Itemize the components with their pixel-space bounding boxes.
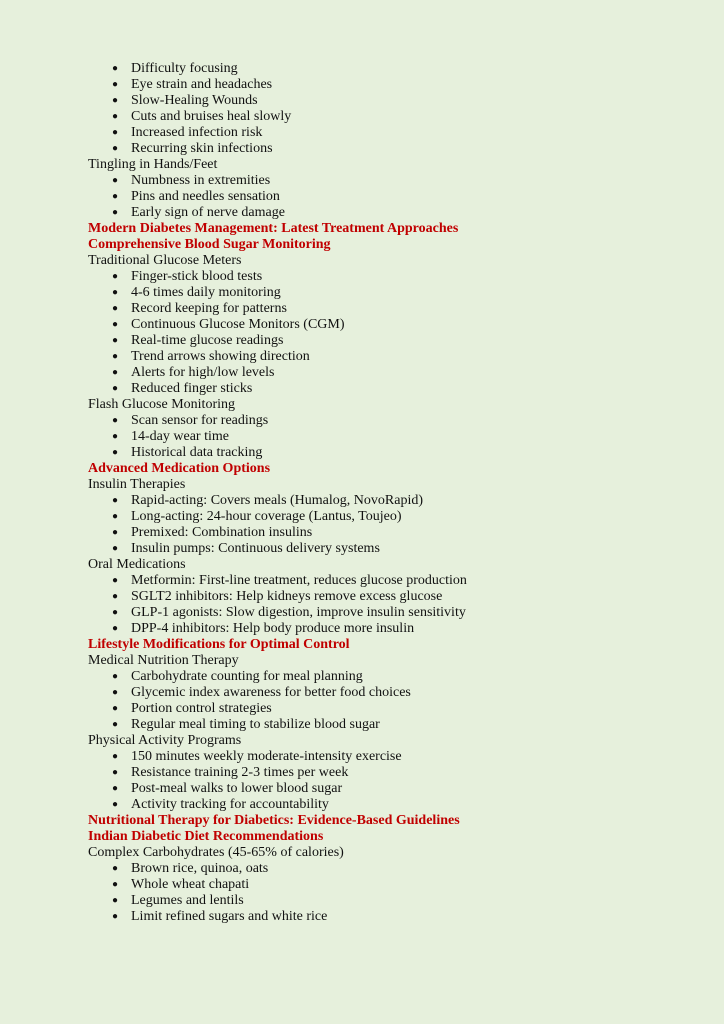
list-item (88, 893, 724, 909)
bullet-icon: ● (111, 175, 119, 186)
list-item (88, 765, 724, 781)
bullet-icon: ● (111, 351, 119, 362)
list-item (88, 685, 724, 701)
list-item (88, 125, 724, 141)
list-item-text: Early sign of nerve damage (131, 205, 285, 220)
list-item-text: Increased infection risk (131, 125, 263, 140)
list-item (88, 749, 724, 765)
subheading-text: Physical Activity Programs (88, 733, 242, 748)
list-item (88, 77, 724, 93)
bullet-icon: ● (111, 751, 119, 762)
list-item-text: 4-6 times daily monitoring (131, 285, 281, 300)
list-item-text: Real-time glucose readings (131, 333, 284, 348)
bullet-icon: ● (111, 799, 119, 810)
list-item-text: Insulin pumps: Continuous delivery systems (131, 541, 380, 556)
subheading-text: Tingling in Hands/Feet (88, 157, 218, 172)
subheading-text: Flash Glucose Monitoring (88, 397, 235, 412)
section-heading: Lifestyle Modifications for Optimal Control (88, 637, 350, 652)
bullet-icon: ● (111, 591, 119, 602)
list-item (88, 349, 724, 365)
list-item (88, 189, 724, 205)
list-item-text: Cuts and bruises heal slowly (131, 109, 292, 124)
bullet-icon: ● (111, 79, 119, 90)
bullet-icon: ● (111, 575, 119, 586)
list-item-text: Historical data tracking (131, 445, 263, 460)
list-item (88, 509, 724, 525)
section-heading: Modern Diabetes Management: Latest Treatment Approaches (88, 221, 459, 236)
list-item-text: Premixed: Combination insulins (131, 525, 313, 540)
list-item-text: Record keeping for patterns (131, 301, 287, 316)
list-item (88, 781, 724, 797)
bullet-icon: ● (111, 143, 119, 154)
bullet-icon: ● (111, 527, 119, 538)
bullet-icon: ● (111, 863, 119, 874)
list-item (88, 525, 724, 541)
bullet-icon: ● (111, 495, 119, 506)
list-item-text: Slow-Healing Wounds (131, 93, 258, 108)
bullet-icon: ● (111, 703, 119, 714)
list-item-text: Scan sensor for readings (131, 413, 269, 428)
subheading-text: Traditional Glucose Meters (88, 253, 242, 268)
bullet-icon: ● (111, 543, 119, 554)
list-item (88, 301, 724, 317)
list-item-text: Reduced finger sticks (131, 381, 253, 396)
bullet-icon: ● (111, 127, 119, 138)
list-item (88, 605, 724, 621)
list-item (88, 445, 724, 461)
list-item-text: Metformin: First-line treatment, reduces glucose production (131, 573, 467, 588)
list-item (88, 333, 724, 349)
bullet-icon: ● (111, 783, 119, 794)
list-item (88, 269, 724, 285)
list-item (88, 141, 724, 157)
list-item (88, 317, 724, 333)
list-item-text: Rapid-acting: Covers meals (Humalog, NovoRapid) (131, 493, 423, 508)
bullet-icon: ● (111, 511, 119, 522)
list-item (88, 381, 724, 397)
list-item (88, 669, 724, 685)
list-item (88, 93, 724, 109)
bullet-icon: ● (111, 623, 119, 634)
list-item-text: SGLT2 inhibitors: Help kidneys remove excess glucose (131, 589, 443, 604)
list-item (88, 205, 724, 221)
bullet-icon: ● (111, 335, 119, 346)
subheading-text: Complex Carbohydrates (45-65% of calories) (88, 845, 344, 860)
list-item (88, 413, 724, 429)
bullet-icon: ● (111, 719, 119, 730)
bullet-icon: ● (111, 415, 119, 426)
list-item-text: Resistance training 2-3 times per week (131, 765, 349, 780)
bullet-icon: ● (111, 63, 119, 74)
bullet-icon: ● (111, 383, 119, 394)
list-item-text: Portion control strategies (131, 701, 272, 716)
list-item-text: Numbness in extremities (131, 173, 271, 188)
bullet-icon: ● (111, 111, 119, 122)
list-item-text: Legumes and lentils (131, 893, 244, 908)
list-item-text: Eye strain and headaches (131, 77, 273, 92)
list-item-text: GLP-1 agonists: Slow digestion, improve insulin sensitivity (131, 605, 466, 620)
list-item (88, 797, 724, 813)
list-item (88, 61, 724, 77)
list-item (88, 861, 724, 877)
list-item-text: DPP-4 inhibitors: Help body produce more insulin (131, 621, 415, 636)
bullet-icon: ● (111, 287, 119, 298)
subheading-text: Insulin Therapies (88, 477, 186, 492)
bullet-icon: ● (111, 319, 119, 330)
list-item-text: Long-acting: 24-hour coverage (Lantus, Toujeo) (131, 509, 402, 524)
list-item (88, 701, 724, 717)
bullet-icon: ● (111, 911, 119, 922)
list-item-text: Finger-stick blood tests (131, 269, 263, 284)
list-item-text: Activity tracking for accountability (131, 797, 329, 812)
list-item-text: Difficulty focusing (131, 61, 238, 76)
bullet-icon: ● (111, 767, 119, 778)
bullet-icon: ● (111, 687, 119, 698)
list-item (88, 573, 724, 589)
list-item (88, 109, 724, 125)
bullet-icon: ● (111, 271, 119, 282)
list-item-text: Carbohydrate counting for meal planning (131, 669, 363, 684)
bullet-icon: ● (111, 431, 119, 442)
list-item-text: Regular meal timing to stabilize blood sugar (131, 717, 380, 732)
bullet-icon: ● (111, 191, 119, 202)
list-item (88, 493, 724, 509)
subheading-text: Medical Nutrition Therapy (88, 653, 239, 668)
list-item-text: Alerts for high/low levels (131, 365, 275, 380)
bullet-icon: ● (111, 447, 119, 458)
bullet-icon: ● (111, 607, 119, 618)
list-item-text: Limit refined sugars and white rice (131, 909, 328, 924)
list-item (88, 173, 724, 189)
section-heading: Comprehensive Blood Sugar Monitoring (88, 237, 331, 252)
list-item-text: Trend arrows showing direction (131, 349, 310, 364)
list-item (88, 365, 724, 381)
list-item (88, 429, 724, 445)
list-item-text: Post-meal walks to lower blood sugar (131, 781, 343, 796)
bullet-icon: ● (111, 895, 119, 906)
section-heading: Indian Diabetic Diet Recommendations (88, 829, 324, 844)
list-item-text: 14-day wear time (131, 429, 229, 444)
list-item-text: Brown rice, quinoa, oats (131, 861, 269, 876)
bullet-icon: ● (111, 95, 119, 106)
list-item (88, 621, 724, 637)
list-item-text: Continuous Glucose Monitors (CGM) (131, 317, 345, 332)
bullet-icon: ● (111, 303, 119, 314)
list-item (88, 877, 724, 893)
section-heading: Advanced Medication Options (88, 461, 271, 476)
section-heading: Nutritional Therapy for Diabetics: Evidence-Based Guidelines (88, 813, 460, 828)
list-item-text: Whole wheat chapati (131, 877, 250, 892)
bullet-icon: ● (111, 207, 119, 218)
bullet-icon: ● (111, 671, 119, 682)
list-item-text: Recurring skin infections (131, 141, 273, 156)
bullet-icon: ● (111, 879, 119, 890)
list-item (88, 589, 724, 605)
list-item (88, 717, 724, 733)
list-item-text: Pins and needles sensation (131, 189, 280, 204)
list-item (88, 909, 724, 925)
list-item (88, 285, 724, 301)
list-item-text: 150 minutes weekly moderate-intensity exercise (131, 749, 402, 764)
list-item (88, 541, 724, 557)
bullet-icon: ● (111, 367, 119, 378)
list-item-text: Glycemic index awareness for better food choices (131, 685, 411, 700)
subheading-text: Oral Medications (88, 557, 186, 572)
